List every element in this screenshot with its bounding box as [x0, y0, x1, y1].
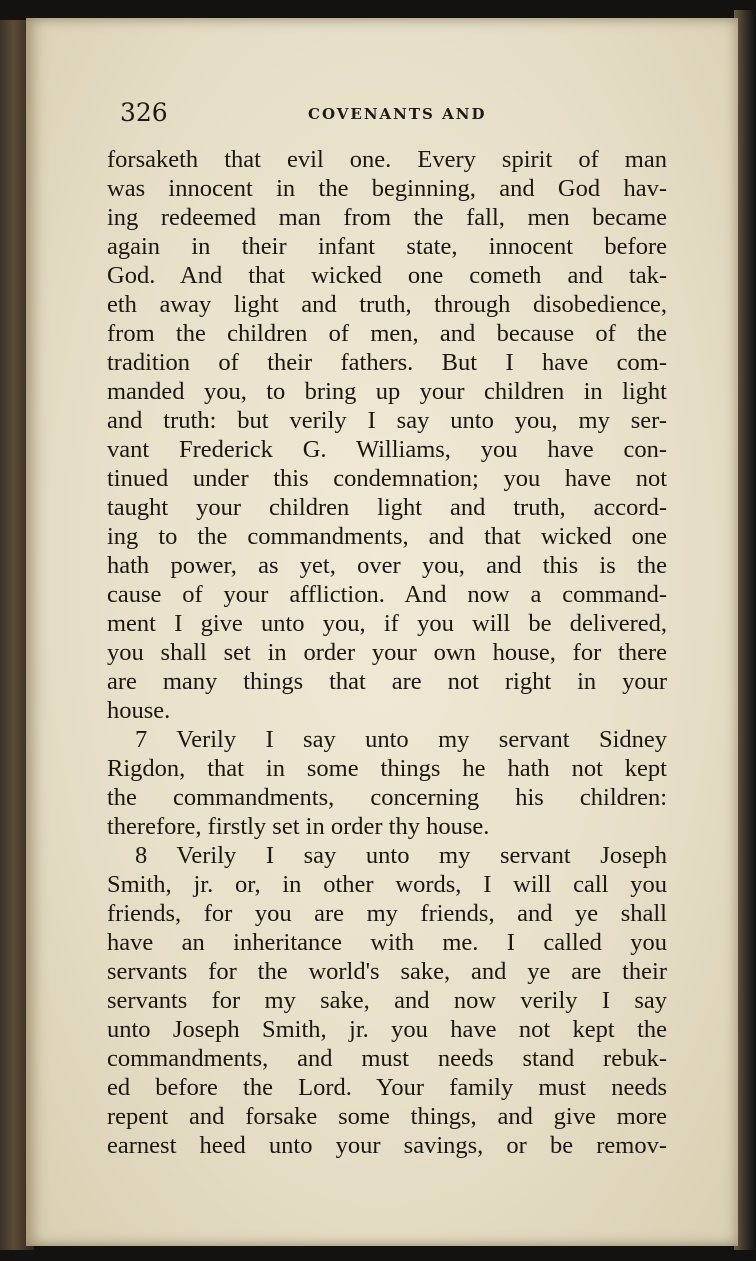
text-line: forsaketh that evil one. Every spirit of man: [107, 146, 667, 173]
page-header: [120, 98, 520, 128]
text-line: have an inheritance with me. I called you: [107, 929, 667, 956]
text-line: house.: [107, 697, 171, 724]
text-line: repent and forsake some things, and give more: [107, 1103, 667, 1130]
text-line: manded you, to bring up your children in light: [107, 378, 667, 405]
text-line: ed before the Lord. Your family must needs: [107, 1074, 667, 1101]
running-head: COVENANTS AND: [308, 105, 487, 123]
text-line: ment I give unto you, if you will be delivered,: [107, 610, 667, 637]
text-line: ing to the commandments, and that wicked one: [107, 523, 667, 550]
text-line: from the children of men, and because of the: [107, 320, 667, 347]
text-line: taught your children light and truth, accord-: [107, 494, 667, 521]
text-line: you shall set in order your own house, for there: [107, 639, 667, 666]
text-line: eth away light and truth, through disobedience,: [107, 291, 667, 318]
text-line: servants for my sake, and now verily I say: [107, 987, 667, 1014]
text-line: servants for the world's sake, and ye are their: [107, 958, 667, 985]
text-line: Smith, jr. or, in other words, I will call you: [107, 871, 667, 898]
text-line: therefore, firstly set in order thy house.: [107, 813, 490, 840]
page-number: 326: [120, 98, 168, 127]
text-line: was innocent in the beginning, and God hav-: [107, 175, 667, 202]
text-line: God. And that wicked one cometh and tak-: [107, 262, 667, 289]
text-line: earnest heed unto your savings, or be remov-: [107, 1132, 667, 1159]
text-line: cause of your affliction. And now a command-: [107, 581, 667, 608]
text-line: and truth: but verily I say unto you, my ser-: [107, 407, 667, 434]
text-line: friends, for you are my friends, and ye shall: [107, 900, 667, 927]
text-line: Rigdon, that in some things he hath not kept: [107, 755, 667, 782]
text-line: again in their infant state, innocent before: [107, 233, 667, 260]
text-line: 8 Verily I say unto my servant Joseph: [135, 842, 667, 869]
text-line: commandments, and must needs stand rebuk-: [107, 1045, 667, 1072]
text-line: vant Frederick G. Williams, you have con-: [107, 436, 667, 463]
text-line: unto Joseph Smith, jr. you have not kept the: [107, 1016, 667, 1043]
text-line: the commandments, concerning his children:: [107, 784, 667, 811]
text-line: tradition of their fathers. But I have com-: [107, 349, 667, 376]
text-line: hath power, as yet, over you, and this is the: [107, 552, 667, 579]
text-line: tinued under this condemnation; you have not: [107, 465, 667, 492]
text-line: 7 Verily I say unto my servant Sidney: [135, 726, 667, 753]
text-line: are many things that are not right in your: [107, 668, 667, 695]
body-text: [107, 145, 667, 1160]
text-line: ing redeemed man from the fall, men became: [107, 204, 667, 231]
